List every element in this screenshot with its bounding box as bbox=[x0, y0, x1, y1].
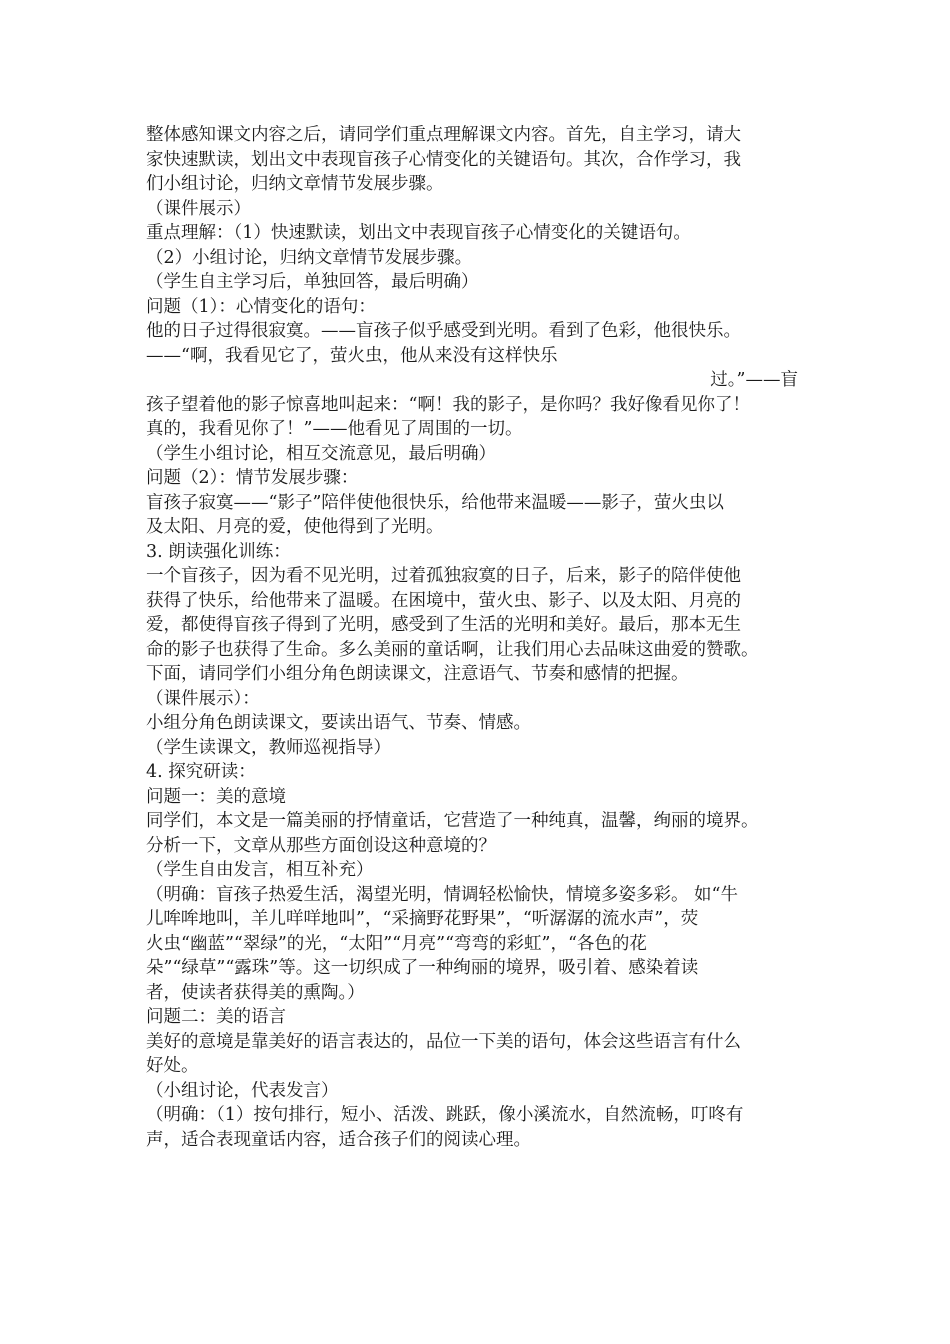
text-line: 问题一：美的意境 bbox=[146, 786, 286, 807]
section-heading: 3. 朗读强化训练： bbox=[146, 541, 291, 562]
text-line: 一个盲孩子，因为看不见光明，过着孤独寂寞的日子，后来，影子的陪伴使他 bbox=[146, 566, 741, 586]
text-line: （学生小组讨论，相互交流意见，最后明确） bbox=[146, 443, 496, 464]
text-line: 朵”“绿草”“露珠”等。这一切织成了一种绚丽的境界，吸引着、感染着读 bbox=[146, 958, 699, 978]
text-line: 者，使读者获得美的熏陶。） bbox=[146, 982, 365, 1003]
text-line: 下面，请同学们小组分角色朗读课文，注意语气、节奏和感情的把握。 bbox=[146, 664, 689, 684]
text-line: 们小组讨论，归纳文章情节发展步骤。 bbox=[146, 174, 444, 194]
section-heading: 4. 探究研读： bbox=[146, 762, 256, 782]
text-line: 过。”——盲 bbox=[710, 370, 798, 390]
text-line: 分析一下，文章从那些方面创设这种意境的？ bbox=[146, 835, 496, 856]
text-line: 火虫“幽蓝”“翠绿”的光，“太阳”“月亮”“弯弯的彩虹”，“各色的花 bbox=[146, 933, 647, 954]
text-line: 小组分角色朗读课文，要读出语气、节奏、情感。 bbox=[146, 713, 531, 733]
text-line: （小组讨论，代表发言） bbox=[146, 1080, 339, 1101]
text-line: 命的影子也获得了生命。多么美丽的童话啊，让我们用心去品味这曲爱的赞歌。 bbox=[146, 639, 759, 660]
text-line: 同学们，本文是一篇美丽的抒情童话，它营造了一种纯真，温馨，绚丽的境界。 bbox=[146, 811, 759, 831]
text-line: 及太阳、月亮的爱，使他得到了光明。 bbox=[146, 517, 444, 537]
text-line: 重点理解：（1）快速默读，划出文中表现盲孩子心情变化的关键语句。 bbox=[146, 223, 691, 243]
text-line: （学生自由发言，相互补充） bbox=[146, 860, 374, 880]
text-line: 获得了快乐，给他带来了温暖。在困境中，萤火虫、影子、以及太阳、月亮的 bbox=[146, 590, 741, 611]
text-line: 真的，我看见你了！”——他看见了周围的一切。 bbox=[146, 419, 523, 439]
text-line: 他的日子过得很寂寞。——盲孩子似乎感受到光明。看到了色彩，他很快乐。 bbox=[146, 321, 741, 341]
text-line: （学生读课文，教师巡视指导） bbox=[146, 737, 391, 758]
text-line: （2）小组讨论，归纳文章情节发展步骤。 bbox=[146, 247, 473, 268]
text-line: （课件展示） bbox=[146, 198, 251, 219]
text-line: 问题二：美的语言 bbox=[146, 1007, 286, 1027]
text-line: 问题（2）：情节发展步骤： bbox=[146, 468, 359, 488]
text-line: 好处。 bbox=[146, 1056, 199, 1076]
text-line: 孩子望着他的影子惊喜地叫起来：“啊！我的影子，是你吗？我好像看见你了！ bbox=[146, 394, 750, 415]
text-line: 整体感知课文内容之后，请同学们重点理解课文内容。首先，自主学习，请大 bbox=[146, 125, 741, 145]
text-line: 问题（1）：心情变化的语句： bbox=[146, 296, 376, 317]
text-line: 儿哞哞地叫，羊儿咩咩地叫”，“采摘野花野果”，“听潺潺的流水声”，荧 bbox=[146, 909, 699, 929]
text-line: （学生自主学习后，单独回答，最后明确） bbox=[146, 272, 479, 292]
text-line: 盲孩子寂寞——“影子”陪伴使他很快乐，给他带来温暖——影子，萤火虫以 bbox=[146, 492, 724, 513]
text-line: （课件展示）： bbox=[146, 688, 260, 709]
text-line: 声，适合表现童话内容，适合孩子们的阅读心理。 bbox=[146, 1129, 531, 1150]
text-line: 美好的意境是靠美好的语言表达的，品位一下美的语句，体会这些语言有什么 bbox=[146, 1031, 741, 1052]
text-line: ——“啊，我看见它了，萤火虫，他从来没有这样快乐 bbox=[146, 345, 558, 366]
text-line: （明确：盲孩子热爱生活，渴望光明，情调轻松愉快，情境多姿多彩。 如“牛 bbox=[146, 884, 739, 905]
document-body bbox=[146, 123, 810, 1152]
text-line: 家快速默读，划出文中表现盲孩子心情变化的关键语句。其次，合作学习，我 bbox=[146, 149, 741, 170]
text-line: （明确：（1）按句排行，短小、活泼、跳跃，像小溪流水，自然流畅，叮咚有 bbox=[146, 1105, 744, 1125]
text-line: 爱，都使得盲孩子得到了光明，感受到了生活的光明和美好。最后，那本无生 bbox=[146, 615, 741, 635]
